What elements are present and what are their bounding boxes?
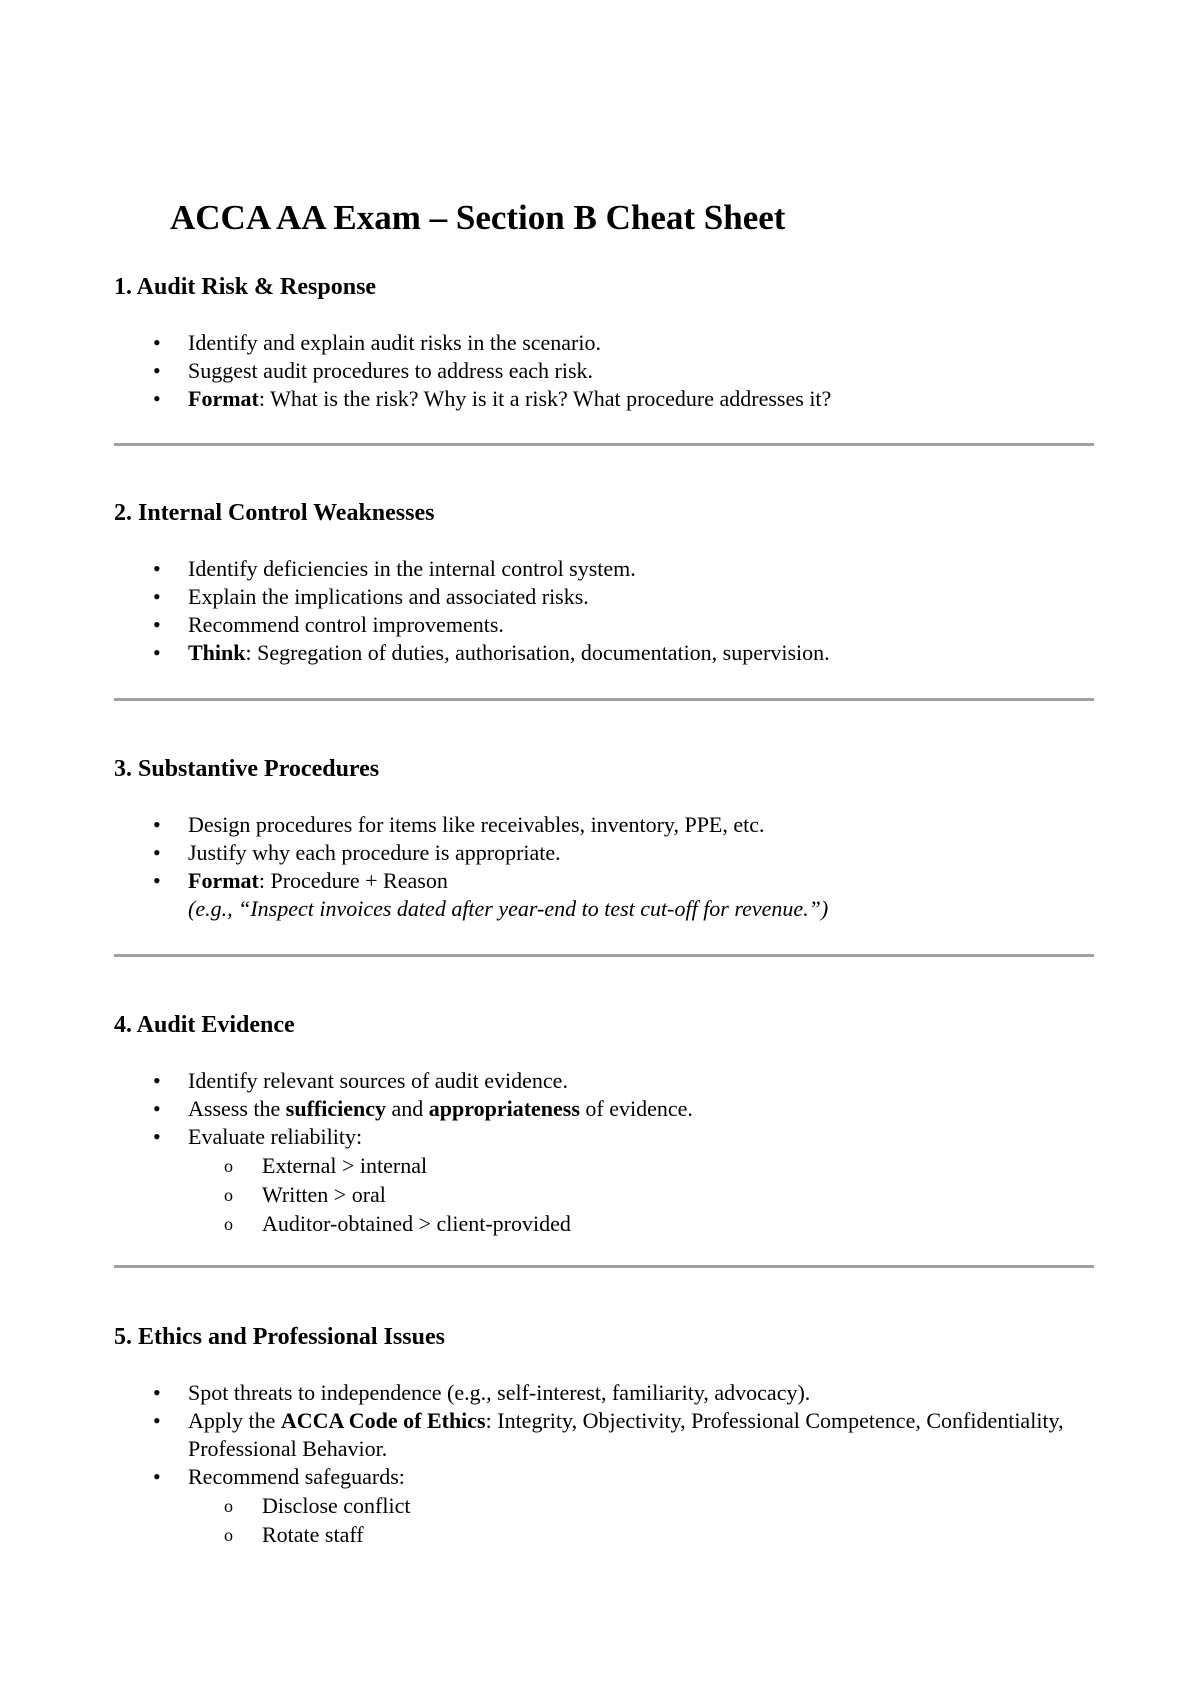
bullet-icon: • [153, 1464, 161, 1489]
item-text: : Segregation of duties, authorisation, documentation, supervision. [245, 640, 830, 665]
sub-list-item [114, 1180, 1104, 1209]
list-item [114, 639, 1104, 667]
example-note: (e.g., “Inspect invoices dated after year-end to test cut-off for revenue.”) [188, 896, 829, 921]
list-item [114, 385, 1104, 413]
item-text: Recommend safeguards: [188, 1464, 405, 1489]
bullet-icon: • [153, 840, 161, 865]
sub-bullet-list [188, 1151, 1104, 1238]
bullet-icon: • [153, 868, 161, 893]
item-text-mid: and [385, 1096, 429, 1121]
bullet-list [114, 555, 1104, 667]
bullet-icon: • [153, 584, 161, 609]
item-text-pre: Apply the [188, 1408, 281, 1433]
section-ethics [114, 1322, 1104, 1549]
bullet-icon: • [153, 1124, 161, 1149]
item-text: Justify why each procedure is appropriate. [188, 840, 561, 865]
circle-bullet-icon: o [224, 1185, 233, 1205]
sub-list-item [114, 1151, 1104, 1180]
sub-bullet-list [188, 1491, 1104, 1549]
list-item [114, 555, 1104, 583]
item-label: Format [188, 868, 259, 893]
circle-bullet-icon: o [224, 1525, 233, 1545]
bullet-icon: • [153, 640, 161, 665]
item-text: Suggest audit procedures to address each risk. [188, 358, 594, 383]
bullet-list [114, 1067, 1104, 1238]
sub-item-text: External > internal [262, 1153, 428, 1178]
list-item [114, 1067, 1104, 1095]
sub-list-item [114, 1520, 1104, 1549]
list-item [114, 611, 1104, 639]
list-item [114, 1463, 1104, 1549]
bullet-icon: • [153, 1096, 161, 1121]
sub-item-text: Rotate staff [262, 1522, 364, 1547]
section-divider [114, 954, 1094, 957]
list-item [114, 867, 1104, 923]
circle-bullet-icon: o [224, 1214, 233, 1234]
item-text: Explain the implications and associated risks. [188, 584, 589, 609]
list-item [114, 583, 1104, 611]
sub-item-text: Auditor-obtained > client-provided [262, 1211, 571, 1236]
section-divider [114, 443, 1094, 446]
bullet-icon: • [153, 358, 161, 383]
item-label: Format [188, 386, 259, 411]
section-audit-evidence [114, 1010, 1104, 1238]
list-item [114, 1123, 1104, 1238]
bullet-icon: • [153, 556, 161, 581]
list-item [114, 1095, 1104, 1123]
circle-bullet-icon: o [224, 1156, 233, 1176]
section-audit-risk [114, 272, 1104, 413]
section-heading: 5. Ethics and Professional Issues [114, 1324, 445, 1350]
section-heading: 1. Audit Risk & Response [114, 274, 377, 300]
sub-item-text: Written > oral [262, 1182, 386, 1207]
list-item [114, 839, 1104, 867]
item-text: Recommend control improvements. [188, 612, 504, 637]
list-item [114, 1379, 1104, 1407]
item-text: Identify relevant sources of audit evidence. [188, 1068, 568, 1093]
bullet-icon: • [153, 330, 161, 355]
bullet-icon: • [153, 386, 161, 411]
item-text-pre: Assess the [188, 1096, 286, 1121]
bullet-icon: • [153, 612, 161, 637]
section-divider [114, 698, 1094, 701]
document-title: ACCA AA Exam – Section B Cheat Sheet [170, 198, 786, 237]
list-item [114, 1407, 1104, 1463]
item-text: : What is the risk? Why is it a risk? What procedure addresses it? [258, 386, 832, 411]
list-item [114, 357, 1104, 385]
item-text: Evaluate reliability: [188, 1124, 363, 1149]
item-bold-code-of-ethics: ACCA Code of Ethics [280, 1408, 486, 1433]
sub-item-text: Disclose conflict [262, 1493, 411, 1518]
section-divider [114, 1265, 1094, 1268]
item-text: Identify and explain audit risks in the scenario. [188, 330, 601, 355]
bullet-icon: • [153, 812, 161, 837]
item-text-post: : Integrity, Objectivity, Professional Competence, Confidentiality, Professional Behavior. [188, 1408, 1064, 1461]
item-bold-appropriateness: appropriateness [428, 1096, 580, 1121]
sub-list-item [114, 1491, 1104, 1520]
item-text: Spot threats to independence (e.g., self-interest, familiarity, advocacy). [188, 1380, 811, 1405]
bullet-list [114, 811, 1104, 923]
bullet-list [114, 329, 1104, 413]
circle-bullet-icon: o [224, 1496, 233, 1516]
section-heading: 2. Internal Control Weaknesses [114, 500, 435, 526]
section-internal-control [114, 498, 1104, 667]
section-heading: 4. Audit Evidence [114, 1012, 295, 1038]
section-heading: 3. Substantive Procedures [114, 756, 380, 782]
section-substantive-procedures [114, 754, 1104, 923]
item-text-post: of evidence. [579, 1096, 693, 1121]
list-item [114, 811, 1104, 839]
item-text: Identify deficiencies in the internal control system. [188, 556, 636, 581]
item-label: Think [188, 640, 246, 665]
item-bold-sufficiency: sufficiency [285, 1096, 386, 1121]
bullet-icon: • [153, 1408, 161, 1433]
bullet-icon: • [153, 1380, 161, 1405]
list-item [114, 329, 1104, 357]
item-text: Design procedures for items like receivables, inventory, PPE, etc. [188, 812, 765, 837]
item-text: : Procedure + Reason [258, 868, 448, 893]
bullet-icon: • [153, 1068, 161, 1093]
bullet-list [114, 1379, 1104, 1549]
sub-list-item [114, 1209, 1104, 1238]
